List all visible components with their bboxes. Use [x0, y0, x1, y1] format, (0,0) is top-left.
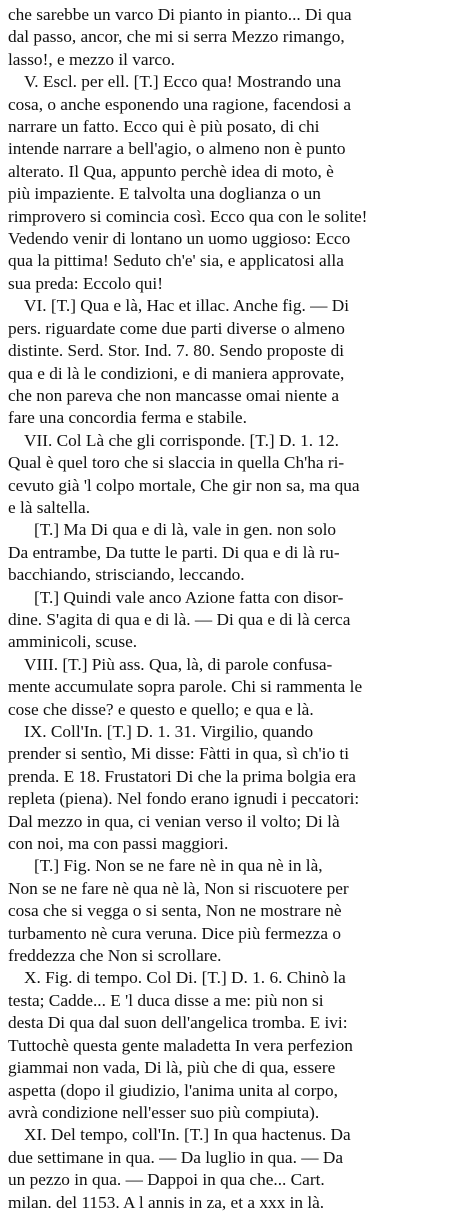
sense-xi-heading-line: XI. Del tempo, coll'In. [T.] In qua hactenus. Da — [24, 1125, 351, 1145]
text-line: bacchiando, strisciando, leccando. — [8, 565, 245, 585]
text-line: sua preda: Eccolo qui! — [8, 273, 163, 293]
sense-v-heading-line: V. Escl. per ell. [T.] Ecco qua! Mostrando una — [24, 72, 342, 92]
text-line: prenda. E 18. Frustatori Di che la prima bolgia era — [8, 766, 356, 786]
text-line: Da entrambe, Da tutte le parti. Di qua e di là ru- — [8, 542, 340, 562]
text-line: qua e di là le condizioni, e di maniera approvate, — [8, 363, 345, 383]
text-line: intende narrare a bell'agio, o almeno non è punto — [8, 139, 346, 159]
subsense-line: [T.] Ma Di qua e di là, vale in gen. non solo — [34, 520, 337, 540]
text-line: due settimane in qua. — Da luglio in qua. — Da — [8, 1147, 343, 1167]
text-line: pers. riguardate come due parti diverse o almeno — [8, 318, 345, 338]
text-line: milan. del 1153. A l annis in za, et a xxx in là. — [8, 1192, 325, 1212]
text-line: distinte. Serd. Stor. Ind. 7. 80. Sendo proposte di — [8, 341, 345, 361]
text-line: freddezza che Non si scrollare. — [8, 946, 222, 966]
text-line: cevuto già 'l colpo mortale, Che gir non sa, ma qua — [8, 475, 360, 495]
text-line: Non se ne fare nè qua nè là, Non si riscuotere per — [8, 878, 349, 898]
text-line: cosa, o anche esponendo una ragione, facendosi a — [8, 94, 352, 114]
text-line: repleta (piena). Nel fondo erano ignudi i peccatori: — [8, 789, 360, 809]
text-line: qua la pittima! Seduto ch'e' sia, e applicatosi alla — [8, 251, 344, 271]
text-line: che sarebbe un varco Di pianto in pianto... Di qua — [8, 5, 352, 24]
text-line: alterato. Il Qua, appunto perchè idea di moto, è — [8, 161, 334, 181]
text-line: rimprovero si comincia così. Ecco qua con le solite! — [8, 206, 368, 226]
text-line: desta Di qua dal suon dell'angelica tromba. E ivi: — [8, 1013, 348, 1033]
text-line: aspetta (dopo il giudizio, l'anima unita al corpo, — [8, 1080, 338, 1100]
text-line: e là saltella. — [8, 497, 91, 517]
text-line: più impaziente. E talvolta una doglianza o un — [8, 184, 321, 204]
text-line: lasso!, e mezzo il varco. — [8, 49, 175, 69]
text-line: avrà condizione nell'esser suo più compiuta). — [8, 1102, 320, 1122]
text-line: narrare un fatto. Ecco qui è più posato, di chi — [8, 117, 320, 137]
sense-vi-heading-line: VI. [T.] Qua e là, Hac et illac. Anche fig. — Di — [24, 296, 350, 316]
subsense-line: [T.] Quindi vale anco Azione fatta con disor- — [34, 587, 344, 607]
text-line: Qual è quel toro che si slaccia in quella Ch'ha ri- — [8, 453, 345, 473]
sense-vii-heading-line: VII. Col Là che gli corrisponde. [T.] D. 1. 12. — [24, 430, 339, 450]
subsense-line: [T.] Fig. Non se ne fare nè in qua nè in là, — [34, 856, 323, 876]
text-line: Dal mezzo in qua, ci venian verso il volto; Di là — [8, 811, 340, 831]
text-line: turbamento nè cura veruna. Dice più fermezza o — [8, 923, 341, 943]
sense-viii-heading-line: VIII. [T.] Più ass. Qua, là, di parole confusa- — [24, 654, 333, 674]
text-line: che non pareva che non mancasse omai niente a — [8, 385, 340, 405]
text-line: con noi, ma con passi maggiori. — [8, 834, 229, 854]
text-line: giammai non vada, Di là, più che di qua, essere — [8, 1058, 336, 1078]
sense-x-heading-line: X. Fig. di tempo. Col Di. [T.] D. 1. 6. Chinò la — [24, 968, 346, 988]
text-line: prender si sentìo, Mi disse: Fàtti in qua, sì ch'io ti — [8, 744, 350, 764]
text-line: mente accumulate sopra parole. Chi si rammenta le — [8, 677, 363, 697]
sense-ix-heading-line: IX. Coll'In. [T.] D. 1. 31. Virgilio, quando — [24, 722, 314, 741]
text-line: un pezzo in qua. — Dappoi in qua che... Cart. — [8, 1170, 325, 1190]
text-line: Tuttochè questa gente maladetta In vera perfezion — [8, 1035, 353, 1055]
text-line: amminicoli, scuse. — [8, 632, 138, 652]
text-line: fare una concordia ferma e stabile. — [8, 408, 247, 428]
text-line: testa; Cadde... E 'l duca disse a me: più non si — [8, 990, 324, 1010]
text-line: cose che disse? e questo e quello; e qua e là. — [8, 699, 314, 719]
text-line: dine. S'agita di qua e di là. — Di qua e di là cerca — [8, 609, 351, 629]
text-line: Vedendo venir di lontano un uomo uggioso: Ecco — [8, 229, 351, 249]
text-line: dal passo, ancor, che mi si serra Mezzo rimango, — [8, 27, 345, 47]
text-line: cosa che si vegga o si senta, Non ne mostrare nè — [8, 901, 342, 921]
